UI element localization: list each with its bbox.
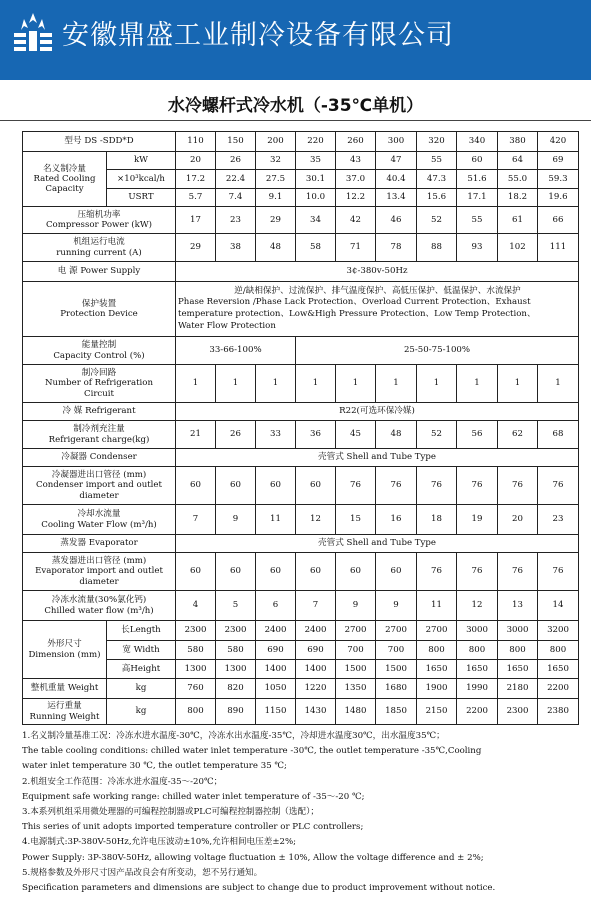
height-value: 1400 bbox=[296, 660, 336, 679]
capacity-control-group1: 33-66-100% bbox=[176, 337, 296, 365]
refrigerant-value: R22(可选环保冷媒) bbox=[176, 403, 579, 421]
cooling-water-label bbox=[23, 505, 176, 535]
charge-row bbox=[23, 421, 579, 449]
charge-value: 56 bbox=[457, 421, 498, 449]
cooling-usrt-value: 17.1 bbox=[457, 189, 498, 207]
current-value: 58 bbox=[296, 234, 336, 262]
cooling-water-value: 12 bbox=[296, 505, 336, 535]
protection-label-cn: 保护装置 bbox=[81, 298, 117, 309]
chilled-water-value: 14 bbox=[538, 591, 579, 621]
condenser-pipe-label-en2: diameter bbox=[79, 490, 119, 501]
note-line: 4.电源制式:3P-380V-50Hz,允许电压波动±10%,允许相间电压差±2%; bbox=[22, 837, 297, 848]
cooling-kcal-value: 40.4 bbox=[376, 170, 417, 189]
evaporator-pipe-value: 60 bbox=[376, 553, 417, 591]
chilled-water-label-en: Chilled water flow (m³/h) bbox=[44, 605, 154, 616]
protection-label-en: Protection Device bbox=[60, 309, 138, 319]
condenser-pipe-value: 60 bbox=[216, 467, 256, 505]
model-value: 320 bbox=[417, 132, 457, 152]
width-label: 宽 Width bbox=[107, 641, 176, 660]
height-value: 1650 bbox=[457, 660, 498, 679]
current-value: 71 bbox=[336, 234, 376, 262]
compressor-value: 29 bbox=[256, 207, 296, 234]
cooling-kcal-row bbox=[23, 170, 579, 189]
compressor-label-cn: 压缩机功率 bbox=[77, 209, 121, 220]
current-label-en: running current (A) bbox=[56, 247, 142, 258]
height-value: 1400 bbox=[256, 660, 296, 679]
power-label: 电 源 Power Supply bbox=[23, 262, 176, 282]
circuit-value: 1 bbox=[336, 365, 376, 403]
cooling-water-label-en: Cooling Water Flow (m³/h) bbox=[41, 519, 157, 530]
compressor-value: 34 bbox=[296, 207, 336, 234]
cooling-usrt-value: 15.6 bbox=[417, 189, 457, 207]
circuit-label-en2: Circuit bbox=[84, 388, 114, 399]
model-value: 340 bbox=[457, 132, 498, 152]
running-weight-value: 1480 bbox=[336, 699, 376, 725]
unit-weight-value: 1990 bbox=[457, 679, 498, 699]
chilled-water-label bbox=[23, 591, 176, 621]
chilled-water-value: 6 bbox=[256, 591, 296, 621]
note-line: 1.名义制冷量基准工况：冷冻水进水温度-30℃，冷冻水出水温度-35℃，冷却进水温度30℃，出水温度35℃； bbox=[22, 731, 445, 741]
width-value: 800 bbox=[457, 641, 498, 660]
company-name: 安徽鼎盛工业制冷设备有限公司 bbox=[62, 20, 454, 51]
cooling-water-value: 18 bbox=[417, 505, 457, 535]
cooling-kcal-value: 27.5 bbox=[256, 170, 296, 189]
length-value: 2300 bbox=[216, 621, 256, 641]
evaporator-pipe-value: 60 bbox=[256, 553, 296, 591]
condenser-pipe-label bbox=[23, 467, 176, 505]
width-value: 800 bbox=[498, 641, 538, 660]
charge-value: 26 bbox=[216, 421, 256, 449]
evaporator-pipe-value: 76 bbox=[498, 553, 538, 591]
current-row bbox=[23, 234, 579, 262]
running-weight-value: 1430 bbox=[296, 699, 336, 725]
evaporator-pipe-row bbox=[23, 553, 579, 591]
current-value: 29 bbox=[176, 234, 216, 262]
dimension-label-cn: 外形尺寸 bbox=[47, 639, 82, 650]
cooling-usrt-value: 10.0 bbox=[296, 189, 336, 207]
width-row bbox=[23, 641, 579, 660]
running-weight-row bbox=[23, 699, 579, 725]
cooling-kw-row bbox=[23, 152, 579, 170]
height-value: 1650 bbox=[538, 660, 579, 679]
protection-row bbox=[23, 282, 579, 337]
circuit-value: 1 bbox=[296, 365, 336, 403]
compressor-value: 55 bbox=[457, 207, 498, 234]
cooling-usrt-value: 9.1 bbox=[256, 189, 296, 207]
charge-value: 68 bbox=[538, 421, 579, 449]
unit-weight-value: 820 bbox=[216, 679, 256, 699]
cooling-usrt-value: 18.2 bbox=[498, 189, 538, 207]
capacity-control-label-cn: 能量控制 bbox=[81, 340, 117, 351]
condenser-pipe-value: 60 bbox=[176, 467, 216, 505]
evaporator-pipe-value: 60 bbox=[216, 553, 256, 591]
cooling-kw-value: 20 bbox=[176, 152, 216, 170]
cooling-water-value: 11 bbox=[256, 505, 296, 535]
evaporator-pipe-label-cn: 蒸发器进出口管径 (mm) bbox=[51, 556, 147, 567]
height-value: 1650 bbox=[417, 660, 457, 679]
chilled-water-value: 11 bbox=[417, 591, 457, 621]
cooling-unit-usrt: USRT bbox=[107, 189, 176, 207]
model-value: 110 bbox=[176, 132, 216, 152]
height-label: 高Height bbox=[107, 660, 176, 679]
model-value: 420 bbox=[538, 132, 579, 152]
cooling-usrt-value: 19.6 bbox=[538, 189, 579, 207]
length-value: 2700 bbox=[417, 621, 457, 641]
running-weight-value: 2200 bbox=[457, 699, 498, 725]
current-value: 111 bbox=[538, 234, 579, 262]
cooling-kcal-value: 22.4 bbox=[216, 170, 256, 189]
condenser-pipe-row bbox=[23, 467, 579, 505]
condenser-label: 冷凝器 Condenser bbox=[23, 449, 176, 467]
compressor-value: 66 bbox=[538, 207, 579, 234]
unit-weight-value: 1050 bbox=[256, 679, 296, 699]
circuit-label-en1: Number of Refrigeration bbox=[44, 378, 154, 389]
cooling-label-cn: 名义制冷量 bbox=[43, 163, 86, 174]
cooling-water-label-cn: 冷却水流量 bbox=[77, 509, 121, 520]
note-line: 3.本系列机组采用微处理器的可编程控制器或PLC可编程控制器控制（选配）； bbox=[22, 807, 319, 818]
circuit-value: 1 bbox=[216, 365, 256, 403]
evaporator-pipe-value: 76 bbox=[457, 553, 498, 591]
cooling-kw-value: 55 bbox=[417, 152, 457, 170]
chilled-water-value: 5 bbox=[216, 591, 256, 621]
capacity-control-label bbox=[23, 337, 176, 365]
title-divider bbox=[0, 120, 591, 121]
cooling-water-value: 7 bbox=[176, 505, 216, 535]
cooling-kw-value: 64 bbox=[498, 152, 538, 170]
length-value: 2300 bbox=[176, 621, 216, 641]
note-line: The table cooling conditions: chilled water inlet temperature -30℃, the outlet temperature -35℃,Cooling bbox=[22, 746, 482, 757]
cooling-kcal-value: 17.2 bbox=[176, 170, 216, 189]
condenser-pipe-value: 76 bbox=[376, 467, 417, 505]
unit-weight-unit: kg bbox=[107, 679, 176, 699]
charge-label-en: Refrigerant charge(kg) bbox=[48, 434, 150, 445]
condenser-type: 壳管式 Shell and Tube Type bbox=[176, 449, 579, 467]
cooling-kw-value: 32 bbox=[256, 152, 296, 170]
dimension-label bbox=[23, 621, 107, 679]
chilled-water-value: 13 bbox=[498, 591, 538, 621]
height-value: 1500 bbox=[376, 660, 417, 679]
height-value: 1650 bbox=[498, 660, 538, 679]
compressor-value: 61 bbox=[498, 207, 538, 234]
cooling-kw-value: 35 bbox=[296, 152, 336, 170]
model-value: 300 bbox=[376, 132, 417, 152]
circuit-value: 1 bbox=[457, 365, 498, 403]
cooling-unit-kcal: ×10³kcal/h bbox=[107, 170, 176, 189]
capacity-control-row bbox=[23, 337, 579, 365]
evaporator-pipe-value: 60 bbox=[296, 553, 336, 591]
protection-text bbox=[176, 282, 579, 337]
note-line: 5.规格参数及外形尺寸因产品改良会有所变动，恕不另行通知。 bbox=[22, 867, 263, 878]
model-label: 型号 DS -SDD*D bbox=[23, 132, 176, 152]
power-row bbox=[23, 262, 579, 282]
cooling-water-value: 16 bbox=[376, 505, 417, 535]
protection-line: 逆/缺相保护、过流保护、排气温度保护、高低压保护、低温保护、水流保护 bbox=[234, 285, 521, 296]
height-row bbox=[23, 660, 579, 679]
note-line: water inlet temperature 30 ℃, the outlet temperature 35 ℃; bbox=[22, 761, 287, 772]
evaporator-type: 壳管式 Shell and Tube Type bbox=[176, 535, 579, 553]
compressor-value: 23 bbox=[216, 207, 256, 234]
note-line: 2.机组安全工作范围：冷冻水进水温度-35～-20℃； bbox=[22, 776, 223, 787]
cooling-usrt-value: 12.2 bbox=[336, 189, 376, 207]
running-weight-value: 1850 bbox=[376, 699, 417, 725]
cooling-unit-kw: kW bbox=[107, 152, 176, 170]
cooling-kcal-value: 30.1 bbox=[296, 170, 336, 189]
evaporator-pipe-value: 60 bbox=[336, 553, 376, 591]
spec-table bbox=[22, 131, 579, 725]
protection-line: Phase Reversion /Phase Lack Protection、Overload Current Protection、Exhaust bbox=[178, 297, 531, 308]
running-weight-value: 800 bbox=[176, 699, 216, 725]
running-weight-value: 890 bbox=[216, 699, 256, 725]
evaporator-pipe-label bbox=[23, 553, 176, 591]
width-value: 690 bbox=[256, 641, 296, 660]
cooling-water-value: 20 bbox=[498, 505, 538, 535]
cooling-water-value: 19 bbox=[457, 505, 498, 535]
unit-weight-value: 1900 bbox=[417, 679, 457, 699]
running-weight-value: 2150 bbox=[417, 699, 457, 725]
height-value: 1500 bbox=[336, 660, 376, 679]
compressor-value: 46 bbox=[376, 207, 417, 234]
circuit-value: 1 bbox=[417, 365, 457, 403]
chilled-water-value: 12 bbox=[457, 591, 498, 621]
cooling-usrt-value: 13.4 bbox=[376, 189, 417, 207]
unit-weight-value: 1680 bbox=[376, 679, 417, 699]
compressor-value: 52 bbox=[417, 207, 457, 234]
condenser-pipe-value: 60 bbox=[256, 467, 296, 505]
current-value: 93 bbox=[457, 234, 498, 262]
unit-weight-value: 2200 bbox=[538, 679, 579, 699]
width-value: 580 bbox=[176, 641, 216, 660]
refrigerant-label: 冷 媒 Refrigerant bbox=[23, 403, 176, 421]
charge-value: 36 bbox=[296, 421, 336, 449]
model-value: 220 bbox=[296, 132, 336, 152]
cooling-usrt-row bbox=[23, 189, 579, 207]
circuit-value: 1 bbox=[376, 365, 417, 403]
dimension-label-en: Dimension (mm) bbox=[28, 649, 101, 660]
running-weight-unit: kg bbox=[107, 699, 176, 725]
protection-line: temperature protection、Low&High Pressure Protection、Low Temp Protection、 bbox=[178, 309, 536, 319]
condenser-pipe-value: 76 bbox=[336, 467, 376, 505]
current-value: 88 bbox=[417, 234, 457, 262]
width-value: 690 bbox=[296, 641, 336, 660]
running-weight-label-en: Running Weight bbox=[29, 711, 100, 722]
cooling-kw-value: 47 bbox=[376, 152, 417, 170]
length-value: 3200 bbox=[538, 621, 579, 641]
note-line: Equipment safe working range: chilled water inlet temperature of -35～-20 ℃; bbox=[22, 791, 365, 802]
current-label-cn: 机组运行电流 bbox=[73, 237, 125, 248]
capacity-control-group2: 25-50-75-100% bbox=[296, 337, 579, 365]
charge-value: 33 bbox=[256, 421, 296, 449]
cooling-water-row bbox=[23, 505, 579, 535]
note-line: This series of unit adopts imported temperature controller or PLC controllers; bbox=[22, 822, 364, 833]
note-line: Specification parameters and dimensions are subject to change due to product improvement without notice. bbox=[22, 883, 496, 894]
model-value: 200 bbox=[256, 132, 296, 152]
cooling-kw-value: 26 bbox=[216, 152, 256, 170]
current-label bbox=[23, 234, 176, 262]
unit-weight-value: 1350 bbox=[336, 679, 376, 699]
running-weight-value: 2380 bbox=[538, 699, 579, 725]
condenser-pipe-value: 76 bbox=[457, 467, 498, 505]
condenser-pipe-label-en1: Condenser import and outlet bbox=[36, 480, 162, 491]
cooling-water-value: 23 bbox=[538, 505, 579, 535]
length-row bbox=[23, 621, 579, 641]
charge-value: 48 bbox=[376, 421, 417, 449]
model-value: 150 bbox=[216, 132, 256, 152]
cooling-label-en1: Rated Cooling bbox=[33, 173, 96, 184]
evaporator-label: 蒸发器 Evaporator bbox=[23, 535, 176, 553]
cooling-kw-value: 60 bbox=[457, 152, 498, 170]
charge-value: 21 bbox=[176, 421, 216, 449]
current-value: 38 bbox=[216, 234, 256, 262]
cooling-kcal-value: 37.0 bbox=[336, 170, 376, 189]
chilled-water-label-cn: 冷冻水流量(30%氯化钙) bbox=[51, 595, 147, 606]
capacity-control-label-en: Capacity Control (%) bbox=[53, 350, 145, 361]
charge-value: 62 bbox=[498, 421, 538, 449]
cooling-usrt-value: 5.7 bbox=[176, 189, 216, 207]
circuit-value: 1 bbox=[538, 365, 579, 403]
model-value: 380 bbox=[498, 132, 538, 152]
unit-weight-value: 1220 bbox=[296, 679, 336, 699]
condenser-pipe-value: 60 bbox=[296, 467, 336, 505]
circuit-row bbox=[23, 365, 579, 403]
running-weight-label bbox=[23, 699, 107, 725]
width-value: 700 bbox=[336, 641, 376, 660]
cooling-kcal-value: 59.3 bbox=[538, 170, 579, 189]
condenser-pipe-value: 76 bbox=[498, 467, 538, 505]
cooling-kcal-value: 55.0 bbox=[498, 170, 538, 189]
width-value: 800 bbox=[538, 641, 579, 660]
width-value: 700 bbox=[376, 641, 417, 660]
cooling-label-en2: Capacity bbox=[45, 184, 84, 195]
condenser-pipe-label-cn: 冷凝器进出口管径 (mm) bbox=[51, 470, 147, 481]
unit-weight-label: 整机重量 Weight bbox=[23, 679, 107, 699]
running-weight-value: 1150 bbox=[256, 699, 296, 725]
current-value: 78 bbox=[376, 234, 417, 262]
chilled-water-value: 9 bbox=[336, 591, 376, 621]
charge-label-cn: 制冷剂充注量 bbox=[73, 424, 125, 435]
height-value: 1300 bbox=[216, 660, 256, 679]
compressor-label bbox=[23, 207, 176, 234]
power-value: 3¢-380v-50Hz bbox=[176, 262, 579, 282]
compressor-label-en: Compressor Power (kW) bbox=[45, 220, 153, 230]
current-value: 48 bbox=[256, 234, 296, 262]
cooling-kw-value: 43 bbox=[336, 152, 376, 170]
chilled-water-value: 7 bbox=[296, 591, 336, 621]
evaporator-pipe-label-en1: Evaporator import and outlet bbox=[35, 566, 163, 577]
condenser-row bbox=[23, 449, 579, 467]
compressor-value: 17 bbox=[176, 207, 216, 234]
unit-weight-row bbox=[23, 679, 579, 699]
width-value: 800 bbox=[417, 641, 457, 660]
length-value: 3000 bbox=[498, 621, 538, 641]
charge-value: 45 bbox=[336, 421, 376, 449]
cooling-water-value: 9 bbox=[216, 505, 256, 535]
compressor-row bbox=[23, 207, 579, 234]
circuit-value: 1 bbox=[498, 365, 538, 403]
chilled-water-row bbox=[23, 591, 579, 621]
page-title: 水冷螺杆式冷水机（-35℃单机） bbox=[167, 96, 424, 116]
protection-line: Water Flow Protection bbox=[178, 320, 276, 331]
refrigerant-row bbox=[23, 403, 579, 421]
circuit-value: 1 bbox=[176, 365, 216, 403]
chilled-water-value: 9 bbox=[376, 591, 417, 621]
company-logo-icon bbox=[10, 11, 56, 57]
height-value: 1300 bbox=[176, 660, 216, 679]
circuit-label-cn: 制冷回路 bbox=[81, 368, 117, 379]
length-value: 3000 bbox=[457, 621, 498, 641]
current-value: 102 bbox=[498, 234, 538, 262]
running-weight-value: 2300 bbox=[498, 699, 538, 725]
length-value: 2400 bbox=[296, 621, 336, 641]
protection-label bbox=[23, 282, 176, 337]
cooling-kw-value: 69 bbox=[538, 152, 579, 170]
length-label: 长Length bbox=[107, 621, 176, 641]
cooling-kcal-value: 51.6 bbox=[457, 170, 498, 189]
model-value: 260 bbox=[336, 132, 376, 152]
length-value: 2700 bbox=[376, 621, 417, 641]
evaporator-pipe-value: 60 bbox=[176, 553, 216, 591]
running-weight-label-cn: 运行重量 bbox=[47, 701, 82, 712]
circuit-label bbox=[23, 365, 176, 403]
condenser-pipe-value: 76 bbox=[417, 467, 457, 505]
cooling-water-value: 15 bbox=[336, 505, 376, 535]
width-value: 580 bbox=[216, 641, 256, 660]
cooling-capacity-label bbox=[23, 152, 107, 207]
length-value: 2700 bbox=[336, 621, 376, 641]
charge-label bbox=[23, 421, 176, 449]
notes-section bbox=[22, 729, 587, 896]
condenser-pipe-value: 76 bbox=[538, 467, 579, 505]
header-banner bbox=[0, 0, 591, 80]
cooling-kcal-value: 47.3 bbox=[417, 170, 457, 189]
evaporator-row bbox=[23, 535, 579, 553]
evaporator-pipe-label-en2: diameter bbox=[79, 576, 119, 587]
compressor-value: 42 bbox=[336, 207, 376, 234]
charge-value: 52 bbox=[417, 421, 457, 449]
circuit-value: 1 bbox=[256, 365, 296, 403]
length-value: 2400 bbox=[256, 621, 296, 641]
chilled-water-value: 4 bbox=[176, 591, 216, 621]
model-row bbox=[23, 132, 579, 152]
evaporator-pipe-value: 76 bbox=[538, 553, 579, 591]
unit-weight-value: 2180 bbox=[498, 679, 538, 699]
note-line: Power Supply: 3P-380V-50Hz, allowing voltage fluctuation ± 10%, Allow the voltage difference and ± 2%; bbox=[22, 852, 484, 863]
unit-weight-value: 760 bbox=[176, 679, 216, 699]
evaporator-pipe-value: 76 bbox=[417, 553, 457, 591]
cooling-usrt-value: 7.4 bbox=[216, 189, 256, 207]
